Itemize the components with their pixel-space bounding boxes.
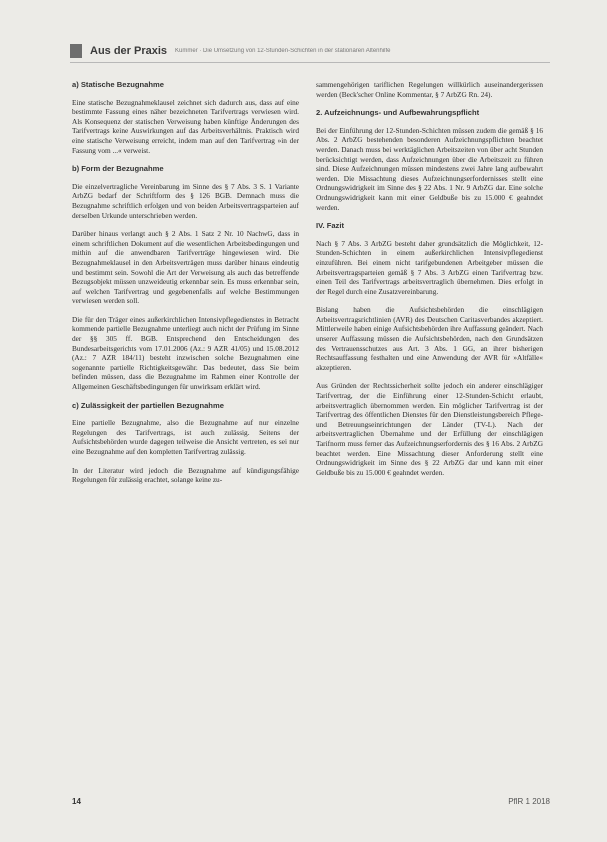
section-heading: c) Zulässigkeit der partiellen Bezugnahme (72, 400, 224, 410)
section-marker (70, 44, 82, 58)
paragraph: Die für den Träger eines außerkirchlichen Intensivpflegedienstes in Betracht kommende partielle Bezugnahme unterliegt auch nicht der Prüfung im Sinne der §§ 305 ff. BGB. Entsprechend den Entscheidungen des Bundesarbeitsgerichts vom 17.01.2006 (Az.: 9 AZR 41/05) und 15.08.2012 (Az.: 7 AZR 184/11) besteht inzwischen solche Bezugnahmen eine sogenannte partielle Richtigkeitsgewähr. Das bedeutet, dass Sie beim befinden müssen, dass die Bezugnahme im Rahmen einer Kontrolle der Allgemeinen Geschäftsbedingungen für unwirksam erklärt wird. (72, 314, 299, 392)
paragraph: Nach § 7 Abs. 3 ArbZG besteht daher grundsätzlich die Möglichkeit, 12-Stunden-Schichten in einem außerkirchlichen Intensivpflegedienst einzuführen. Bei einem nicht tarifgebundenen Arbeitgeber müssen die Arbeitsvertragsparteien gemäß § 7 Abs. 3 ArbZG einen Tarifvertrag bzw. einen Teil des Tarifvertrags arbeitsvertraglich übernehmen. Dies erfolgt in der Regel durch eine Zusatzvereinbarung. (316, 238, 543, 296)
section-heading: 2. Aufzeichnungs- und Aufbewahrungspflicht (316, 108, 480, 118)
page-number: 14 (72, 797, 81, 806)
left-column (72, 80, 299, 494)
section-heading: b) Form der Bezugnahme (72, 164, 164, 174)
issue-label: PflR 1 2018 (508, 797, 550, 806)
section-title: Aus der Praxis (90, 45, 168, 57)
paragraph: sammengehörigen tariflichen Regelungen willkürlich auseinandergerissen werden (Beck'scher Online Kommentar, § 7 ArbZG Rn. 24). (316, 80, 543, 99)
section-heading: IV. Fazit (316, 221, 344, 231)
article-subtitle: Kümmer · Die Umsetzung von 12-Stunden-Schichten in der stationären Altenhilfe (175, 48, 391, 54)
paragraph: In der Literatur wird jedoch die Bezugnahme auf kündigungsfähige Regelungen für zulässig erachtet, solange keine zu- (72, 465, 299, 485)
paragraph: Bislang haben die Aufsichtsbehörden die einschlägigen Arbeitsvertragsrichtlinien (AVR) des Deutschen Caritasverbandes akzeptiert. Mittlerweile haben einige Aufsichtsbehörden ihre Auffassung geändert. Nach unserer Auffassung müssen die Aufsichtsbehörden, nach den Grundsätzen des Vertrauensschutzes aus Art. 3 Abs. 1 GG, an ihrer bisherigen Rechtsauffassung festhalten und eine Anwendung der AVR für »Altfälle« akzeptieren. (316, 305, 543, 372)
paragraph: Eine partielle Bezugnahme, also die Bezugnahme auf nur einzelne Regelungen des Tarifvertrags, ist auch zulässig. Seitens der Aufsichtsbehörden wurde dagegen teilweise die Ansicht vertreten, es sei nur eine Bezugnahme auf den kompletten Tarifvertrag zulässig. (72, 418, 299, 456)
header-rule (70, 62, 550, 63)
page-footer (72, 797, 550, 809)
paragraph: Die einzelvertragliche Vereinbarung im Sinne des § 7 Abs. 3 S. 1 Variante ArbZG bedarf der Schriftform des § 126 BGB. Demnach muss die Bezugnahme schriftlich erfolgen und von beiden Arbeitsvertragsparteien auf derselben Urkunde unterschrieben werden. (72, 181, 299, 220)
section-heading: a) Statische Bezugnahme (72, 80, 164, 89)
paragraph: Aus Gründen der Rechtssicherheit sollte jedoch ein anderer einschlägiger Tarifvertrag, der die Einführung einer 12-Stunden-Schicht erlaubt, arbeitsvertraglich übernommen werden. Ein möglicher Tarifvertrag ist der Tarifvertrag des öffentlichen Dienstes für den Dienstleistungsbereich Pflege- und Betreuungseinrichtungen der Länder (TV-L). Nach der arbeitsvertraglichen Übernahme und der Erfüllung der einschlägigen Tarifnorm muss ferner das Aufzeichnungserfordernis des § 16 Abs. 2 ArbZG beachtet werden. Eine Missachtung dieser Anforderung stellt eine Ordnungswidrigkeit im Sinne des § 22 ArbZG dar und kann mit einer Geldbuße bis zu 15.000 € geahndet werden. (316, 381, 543, 477)
paragraph: Eine statische Bezugnahmeklausel zeichnet sich dadurch aus, dass auf eine bestimmte Fassung eines näher bezeichneten Tarifvertrags verwiesen wird. Als Konsequenz der statischen Verweisung haben künftige Änderungen des Tarifvertrags keine Auswirkungen auf das Arbeitsverhältnis. Praktisch wird eine statische Verweisung erreicht, indem man auf den Tarifvertrag »in der Fassung vom ...« verweist. (72, 97, 299, 155)
right-column (316, 80, 543, 486)
paragraph: Bei der Einführung der 12-Stunden-Schichten müssen zudem die gemäß § 16 Abs. 2 ArbZG bestehenden besonderen Aufzeichnungspflichten beachtet werden. Danach muss bei werktäglichen Arbeitszeiten von über acht Stunden berücksichtigt werden, dass Aufzeichnungen über die Arbeitszeit zu führen sind. Diese Aufzeichnungen müssen mindestens zwei Jahre lang aufbewahrt werden. Die Missachtung dieses Aufzeichnungserfordernisses stellt eine Ordnungswidrigkeit im Sinne des § 22 Abs. 1 Nr. 9 ArbZG dar. Eine solche Ordnungswidrigkeit kann mit einer Geldbuße bis zu 15.000 € geahndet werden. (316, 125, 543, 212)
running-header (70, 42, 550, 60)
paragraph: Darüber hinaus verlangt auch § 2 Abs. 1 Satz 2 Nr. 10 NachwG, dass in einem schriftlichen Dokument auf die wesentlichen Arbeitsbedingungen und mithin auf die anwendbaren Tarifverträge hingewiesen wird. Die Bezugnahmeklausel in den Arbeitsverträgen muss darüber hinaus eindeutig und bestimmt sein. Sowohl die Art der Verweisung als auch das betreffende Bezugsobjekt müssen unzweideutig erkennbar sein. Es muss erkennbar sein, auf welchen Tarifvertrag und gegebenenfalls auf welche Bestimmungen verwiesen werden soll. (72, 229, 299, 306)
